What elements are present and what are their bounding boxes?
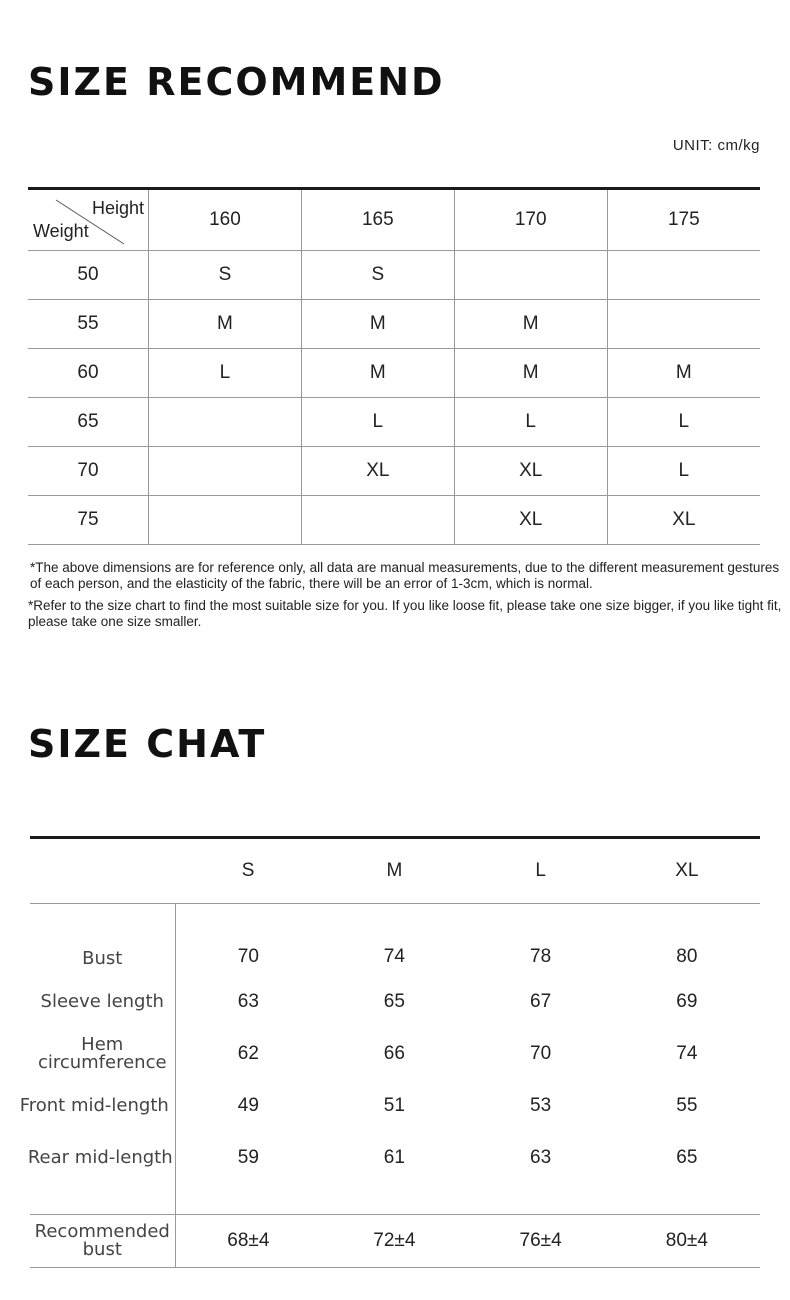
measurement-label [27, 1132, 175, 1184]
weight-cell: 75 [28, 496, 149, 545]
measurement-value: 69 [676, 991, 698, 1012]
measurement-value: 59 [237, 1147, 259, 1168]
table-row [28, 447, 760, 496]
recommended-bust-value: 76±4 [519, 1230, 562, 1251]
weight-cell: 65 [28, 398, 149, 447]
height-axis-label: Height [91, 198, 144, 218]
size-header: L [535, 860, 546, 881]
measurement-label: Hem circumference [30, 1028, 175, 1080]
unit-label: UNIT: cm/kg [672, 137, 760, 154]
measurement-value: 74 [676, 1043, 698, 1064]
spacer-cell [30, 1184, 175, 1215]
size-cell: M [301, 349, 454, 398]
table-row [30, 1132, 760, 1184]
measurement-value: 63 [237, 991, 259, 1012]
size-cell: XL [607, 496, 760, 545]
size-chart-table [19, 836, 760, 1268]
measurement-value: 65 [383, 991, 405, 1012]
size-cell: XL [454, 496, 607, 545]
fit-note: *Refer to the size chart to find the most suitable size for you. If you like loose fit, please take one size bigger, if you like tight fit, please take one size smaller. [28, 598, 782, 629]
table-row [28, 251, 760, 300]
spacer-cell [175, 1184, 321, 1215]
table-row [30, 1028, 760, 1080]
measurement-value: 51 [383, 1095, 405, 1116]
size-cell [149, 447, 302, 496]
size-cell: L [301, 398, 454, 447]
recommended-bust-value: 80±4 [665, 1230, 708, 1251]
measurement-value: 80 [676, 946, 698, 967]
size-header-row [30, 838, 760, 904]
recommended-bust-value: 72±4 [373, 1230, 416, 1251]
size-cell: L [607, 447, 760, 496]
weight-cell: 70 [28, 447, 149, 496]
measurement-value: 49 [237, 1095, 259, 1116]
weight-cell: 55 [28, 300, 149, 349]
size-header: M [386, 860, 403, 881]
height-header-row [28, 189, 760, 251]
size-cell [607, 300, 760, 349]
table-row [30, 1080, 760, 1132]
size-cell: L [607, 398, 760, 447]
size-cell: S [301, 251, 454, 300]
size-cell: M [301, 300, 454, 349]
size-cell [301, 496, 454, 545]
size-cell: S [149, 251, 302, 300]
recommended-bust-label: Recommended bust [30, 1215, 175, 1268]
measurement-note: *The above dimensions are for reference only, all data are manual measurements, due to the different measurement gestures of each person, and the elasticity of the fabric, there will be an error of 1-3cm, which is normal. [30, 560, 780, 591]
size-chart-title: SIZE CHAT [28, 722, 267, 766]
height-header: 170 [454, 189, 607, 251]
height-header: 160 [149, 189, 302, 251]
table-row [28, 349, 760, 398]
size-header: XL [675, 860, 699, 881]
spacer-row [30, 1184, 760, 1215]
recommended-bust-value: 68±4 [227, 1230, 270, 1251]
size-cell [454, 251, 607, 300]
measurement-label: Sleeve length [30, 976, 175, 1028]
size-cell: M [149, 300, 302, 349]
size-recommend-title: SIZE RECOMMEND [28, 60, 445, 104]
table-row [28, 398, 760, 447]
height-header: 165 [301, 189, 454, 251]
measurement-value: 70 [237, 946, 259, 967]
measurement-value: 63 [530, 1147, 552, 1168]
measurement-value: 67 [530, 991, 552, 1012]
measurement-label-text: Rear mid-length [27, 1147, 173, 1168]
measurement-value: 78 [530, 946, 552, 967]
height-header: 175 [607, 189, 760, 251]
weight-axis-label: Weight [33, 221, 89, 241]
weight-cell: 50 [28, 251, 149, 300]
size-cell: XL [301, 447, 454, 496]
size-cell [149, 398, 302, 447]
recommended-bust-row [30, 1215, 760, 1268]
measurement-label [19, 1080, 175, 1132]
measurement-value: 62 [237, 1043, 259, 1064]
spacer-cell [614, 1184, 760, 1215]
size-cell: XL [454, 447, 607, 496]
measurement-value: 65 [676, 1147, 698, 1168]
measurement-value: 66 [383, 1043, 405, 1064]
table-row [28, 300, 760, 349]
empty-header-cell [30, 838, 175, 904]
table-row [30, 976, 760, 1028]
size-recommend-table [28, 187, 760, 545]
size-cell: L [149, 349, 302, 398]
size-cell: L [454, 398, 607, 447]
measurement-value: 74 [383, 946, 405, 967]
spacer-cell [321, 1184, 467, 1215]
corner-cell [28, 189, 149, 251]
size-cell: M [454, 349, 607, 398]
measurement-value: 70 [530, 1043, 552, 1064]
size-notes [28, 560, 783, 636]
table-row [28, 496, 760, 545]
weight-cell: 60 [28, 349, 149, 398]
measurement-value: 53 [530, 1095, 552, 1116]
table-row [30, 904, 760, 977]
spacer-cell [468, 1184, 614, 1215]
size-cell [149, 496, 302, 545]
size-cell: M [607, 349, 760, 398]
measurement-label-text: Front mid-length [19, 1095, 169, 1116]
measurement-value: 55 [676, 1095, 698, 1116]
measurement-label: Bust [30, 904, 175, 977]
size-header: S [241, 860, 255, 881]
measurement-value: 61 [383, 1147, 405, 1168]
size-cell [607, 251, 760, 300]
size-cell: M [454, 300, 607, 349]
